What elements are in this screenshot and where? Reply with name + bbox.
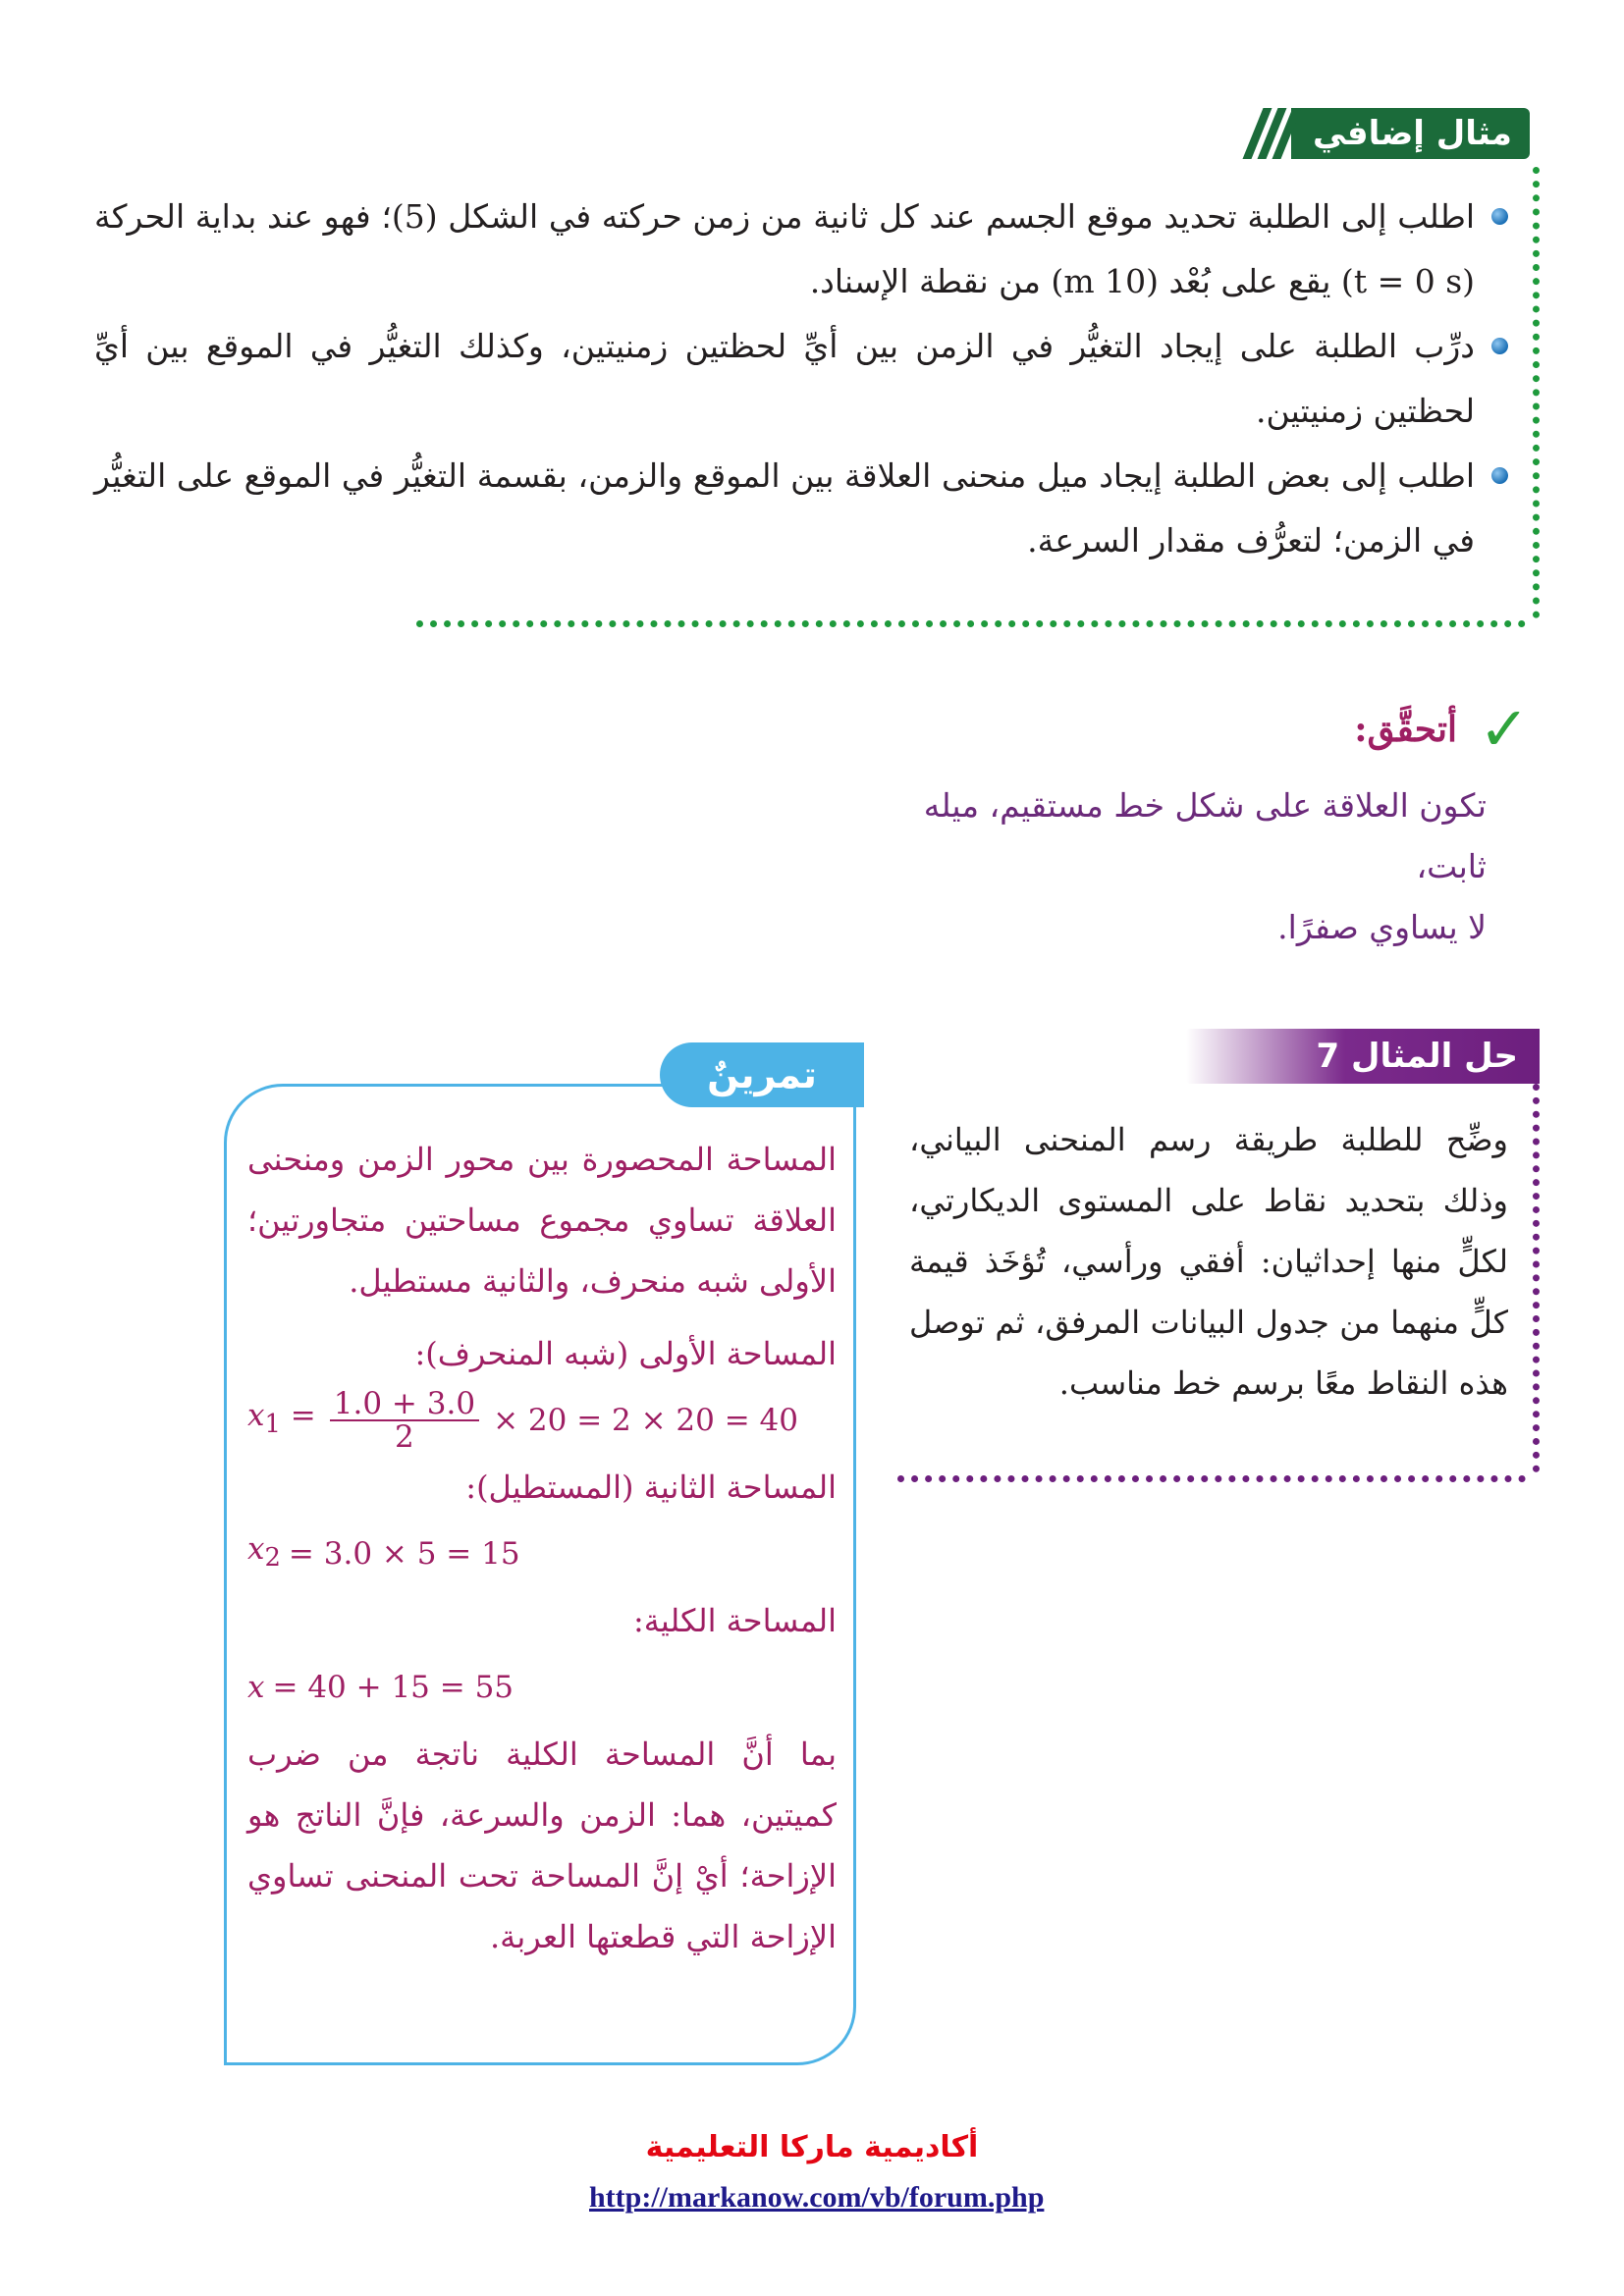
bullet-icon: [1491, 338, 1508, 354]
extra-example-frame: [1523, 167, 1540, 618]
exercise-tab: تمرينٌ: [660, 1042, 864, 1107]
fraction: $\frac{1.0 + 3.0}{2}$: [330, 1388, 479, 1453]
checkmark-icon: ✓: [1479, 693, 1530, 765]
list-item: درِّب الطلبة على إيجاد التغيُّر في الزمن بين أيِّ لحظتين زمنيتين، وكذلك التغيُّر في الموقع بين أيِّ لحظتين زمنيتين.: [94, 314, 1508, 444]
extra-example-badge: [1247, 108, 1530, 159]
exercise-conclusion: بما أنَّ المساحة الكلية ناتجة من ضرب كميتين، هما: الزمن والسرعة، فإنَّ الناتج هو الإزاحة؛ أيْ إنَّ المساحة تحت المنحنى تساوي الإزاحة التي قطعتها العربة.: [247, 1735, 837, 1955]
footer-academy-name: أكاديمية ماركا التعليمية: [645, 2130, 979, 2164]
area2-label: المساحة الثانية (المستطيل):: [465, 1468, 837, 1506]
solution-title: حل المثال 7: [1316, 1037, 1518, 1076]
list-item: اطلب إلى الطلبة تحديد موقع الجسم عند كل ثانية من زمن حركته في الشكل (5)؛ فهو عند بداية الحركة (t = 0 s) يقع على بُعْد (10 m) من نقطة الإسناد.: [94, 185, 1508, 314]
check-line: تكون العلاقة على شكل خط مستقيم، ميله ثابت،: [923, 786, 1487, 885]
extra-example-divider: [416, 611, 1526, 627]
total-label: المساحة الكلية:: [632, 1602, 837, 1639]
exercise-content: [247, 1129, 837, 1967]
exercise-intro: المساحة المحصورة بين محور الزمن ومنحنى العلاقة تساوي مجموع مساحتين متجاورتين؛ الأولى شبه منحرف، والثانية مستطيل.: [247, 1141, 837, 1300]
solution-frame: [1523, 1084, 1540, 1472]
check-answer: [878, 775, 1487, 958]
extra-example-title: مثال إضافي: [1291, 108, 1530, 159]
footer-forum-link[interactable]: http://markanow.com/vb/forum.php: [589, 2181, 1045, 2214]
equation-1: $x_1$ = $\frac{1.0 + 3.0}{2}$ × 20 = 2 × 20 = 40: [247, 1386, 799, 1455]
list-item: اطلب إلى بعض الطلبة إيجاد ميل منحنى العلاقة بين الموقع والزمن، بقسمة التغيُّر في الموقع على التغيُّر في الزمن؛ لتعرُّف مقدار السرعة.: [94, 444, 1508, 573]
check-line: لا يساوي صفرًا.: [1277, 908, 1487, 946]
badge-stripes-icon: [1253, 108, 1291, 159]
check-title: أتحقَّق:: [1354, 709, 1457, 750]
solution-text: وضِّح للطلبة طريقة رسم المنحنى البياني، وذلك بتحديد نقاط على المستوى الديكارتي، لكلٍّ منها إحداثيان: أفقي ورأسي، تُؤخَذ قيمة كلٍّ منهما من جدول البيانات المرفق، ثم توصل هذه النقاط معًا برسم خط مناسب.: [909, 1121, 1508, 1402]
solution-divider: [897, 1466, 1526, 1482]
bullet-icon: [1491, 208, 1508, 225]
solution-badge: [1186, 1029, 1540, 1084]
bullet-icon: [1491, 467, 1508, 484]
area1-label: المساحة الأولى (شبه المنحرف):: [414, 1335, 837, 1372]
extra-example-list: [94, 185, 1508, 573]
equation-3: x = 40 + 15 = 55: [247, 1670, 514, 1705]
equation-2: $x_2$ = 3.0 × 5 = 15: [247, 1531, 520, 1574]
